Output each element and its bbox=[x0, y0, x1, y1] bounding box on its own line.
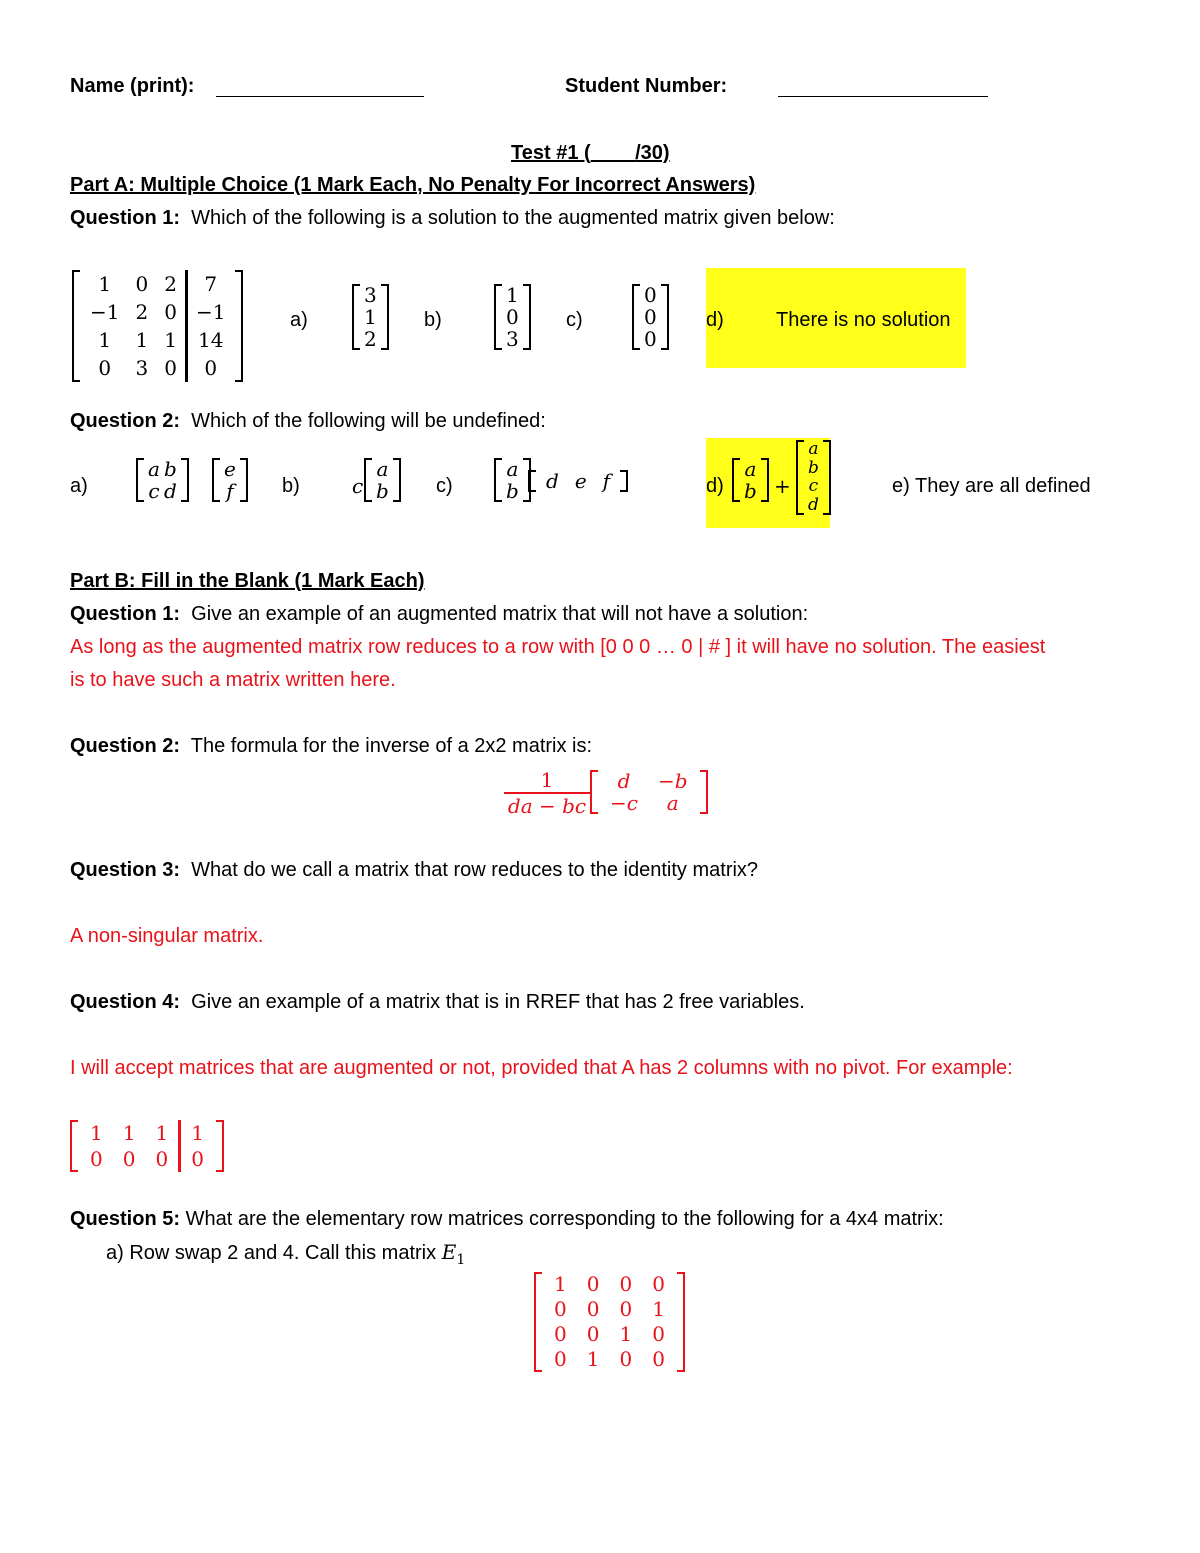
q2-option-e: e) They are all defined bbox=[892, 475, 1091, 497]
matrix-cell: 1 bbox=[652, 1297, 665, 1321]
part-b-q4: Question 4: Give an example of a matrix that is in RREF that has 2 free variables. bbox=[70, 991, 805, 1013]
matrix-cell: 0 bbox=[619, 1297, 633, 1321]
q2-option-d-vector-4: a b c d bbox=[796, 440, 831, 515]
matrix-cell: 1 bbox=[164, 328, 177, 352]
matrix-cell: 0 bbox=[652, 1347, 665, 1371]
matrix-cell: 0 bbox=[164, 300, 177, 324]
matrix-cell: 0 bbox=[586, 1322, 600, 1346]
test-title: Test #1 ( /30) bbox=[511, 142, 670, 164]
part-a-q2: Question 2: Which of the following will be undefined: bbox=[70, 410, 546, 432]
matrix-cell: 3 bbox=[135, 356, 149, 380]
matrix-cell: 7 bbox=[186, 270, 233, 298]
matrix-cell: 0 bbox=[98, 356, 112, 380]
part-b-title: Part B: Fill in the Blank (1 Mark Each) bbox=[70, 570, 425, 592]
part-a-q1: Question 1: Which of the following is a solution to the augmented matrix given below: bbox=[70, 207, 835, 229]
matrix-cell: 14 bbox=[186, 326, 233, 354]
matrix-cell: 1 bbox=[619, 1322, 633, 1346]
matrix-cell: 1 bbox=[98, 272, 112, 296]
matrix-cell: 1 bbox=[155, 1121, 169, 1145]
q1-option-c-vector: 0 0 0 bbox=[632, 284, 669, 350]
matrix-cell: 0 bbox=[554, 1347, 567, 1371]
matrix-cell: 0 bbox=[155, 1147, 169, 1171]
q2-option-a-matrix: a b c d bbox=[136, 458, 189, 502]
q1-option-b-label: b) bbox=[424, 309, 442, 331]
matrix-cell: 1 bbox=[586, 1347, 600, 1371]
matrix-cell: 0 bbox=[122, 1147, 136, 1171]
part-b-q1-answer-line2: is to have such a matrix written here. bbox=[70, 669, 396, 691]
student-number-blank[interactable] bbox=[778, 96, 988, 97]
q2-option-b-vector: a b bbox=[364, 458, 401, 502]
inverse-formula-matrix: d −b −c a bbox=[590, 770, 708, 814]
matrix-cell: 0 bbox=[90, 1147, 103, 1171]
matrix-cell: 0 bbox=[619, 1347, 633, 1371]
matrix-cell: 0 bbox=[186, 354, 233, 382]
q1-option-d-text: There is no solution bbox=[776, 309, 951, 331]
matrix-cell: 0 bbox=[135, 272, 149, 296]
part-b-q3-answer: A non-singular matrix. bbox=[70, 925, 264, 947]
q1-option-a-vector: 3 1 2 bbox=[352, 284, 389, 350]
q2-option-c-label: c) bbox=[436, 475, 453, 497]
q2-option-b-label: b) bbox=[282, 475, 300, 497]
part-b-q3: Question 3: What do we call a matrix that row reduces to the identity matrix? bbox=[70, 859, 759, 881]
part-b-q1: Question 1: Give an example of an augmented matrix that will not have a solution: bbox=[70, 603, 809, 625]
matrix-cell: −1 bbox=[90, 300, 120, 324]
part-b-q5: Question 5: What are the elementary row matrices corresponding to the following for a 4x4 matrix: bbox=[70, 1208, 944, 1230]
part-b-q5-item-a: a) Row swap 2 and 4. Call this matrix $E_1$ bbox=[106, 1240, 466, 1268]
name-blank[interactable] bbox=[216, 96, 424, 97]
q2-option-a-label: a) bbox=[70, 475, 88, 497]
matrix-cell: 1 bbox=[122, 1121, 136, 1145]
matrix-cell: 1 bbox=[180, 1120, 214, 1146]
q2-option-d-label: d) bbox=[706, 475, 724, 497]
part-b-q1-answer-line1: As long as the augmented matrix row reduces to a row with [0 0 0 … 0 | # ] it will have no solution. The easiest bbox=[70, 636, 1046, 658]
matrix-cell: 1 bbox=[554, 1272, 567, 1296]
q1-option-c-label: c) bbox=[566, 309, 583, 331]
rref-example-matrix bbox=[70, 1120, 224, 1172]
student-number-label: Student Number: bbox=[565, 75, 728, 97]
matrix-cell: 1 bbox=[90, 1121, 103, 1145]
matrix-cell: 0 bbox=[652, 1272, 665, 1296]
part-b-q2: Question 2: The formula for the inverse of a 2x2 matrix is: bbox=[70, 735, 593, 757]
matrix-cell: 1 bbox=[98, 328, 112, 352]
inverse-formula-fraction: $\frac{1}{da - bc}$ bbox=[504, 768, 590, 819]
matrix-cell: 0 bbox=[652, 1322, 665, 1346]
q1-option-a-label: a) bbox=[290, 309, 308, 331]
q2-option-c-row-vector: d e f bbox=[528, 470, 628, 492]
q1-option-b-vector: 1 0 3 bbox=[494, 284, 531, 350]
matrix-cell: 0 bbox=[554, 1322, 567, 1346]
matrix-cell: 0 bbox=[619, 1272, 633, 1296]
name-label: Name (print): bbox=[70, 75, 195, 97]
matrix-cell: 0 bbox=[586, 1272, 600, 1296]
matrix-cell: 2 bbox=[135, 300, 149, 324]
q2-option-b-scalar: c bbox=[352, 474, 364, 498]
matrix-cell: 0 bbox=[180, 1146, 214, 1172]
elementary-matrix-e1 bbox=[534, 1272, 685, 1372]
q2-option-c-vector: a b bbox=[494, 458, 531, 502]
q1-option-d-label: d) bbox=[706, 309, 724, 331]
matrix-cell: 1 bbox=[135, 328, 149, 352]
matrix-cell: −1 bbox=[186, 298, 233, 326]
part-a-title: Part A: Multiple Choice (1 Mark Each, No Penalty For Incorrect Answers) bbox=[70, 174, 756, 196]
matrix-cell: 2 bbox=[164, 272, 177, 296]
matrix-cell: 0 bbox=[586, 1297, 600, 1321]
q2-option-a-vector: e f bbox=[212, 458, 248, 502]
part-b-q4-answer: I will accept matrices that are augmented or not, provided that A has 2 columns with no pivot. For example: bbox=[70, 1057, 1013, 1079]
q2-option-d-vector-2: a b bbox=[732, 458, 769, 502]
q2-option-d-plus: + bbox=[774, 474, 791, 498]
q1-augmented-matrix bbox=[72, 270, 243, 382]
matrix-cell: 0 bbox=[164, 356, 177, 380]
matrix-cell: 0 bbox=[554, 1297, 567, 1321]
